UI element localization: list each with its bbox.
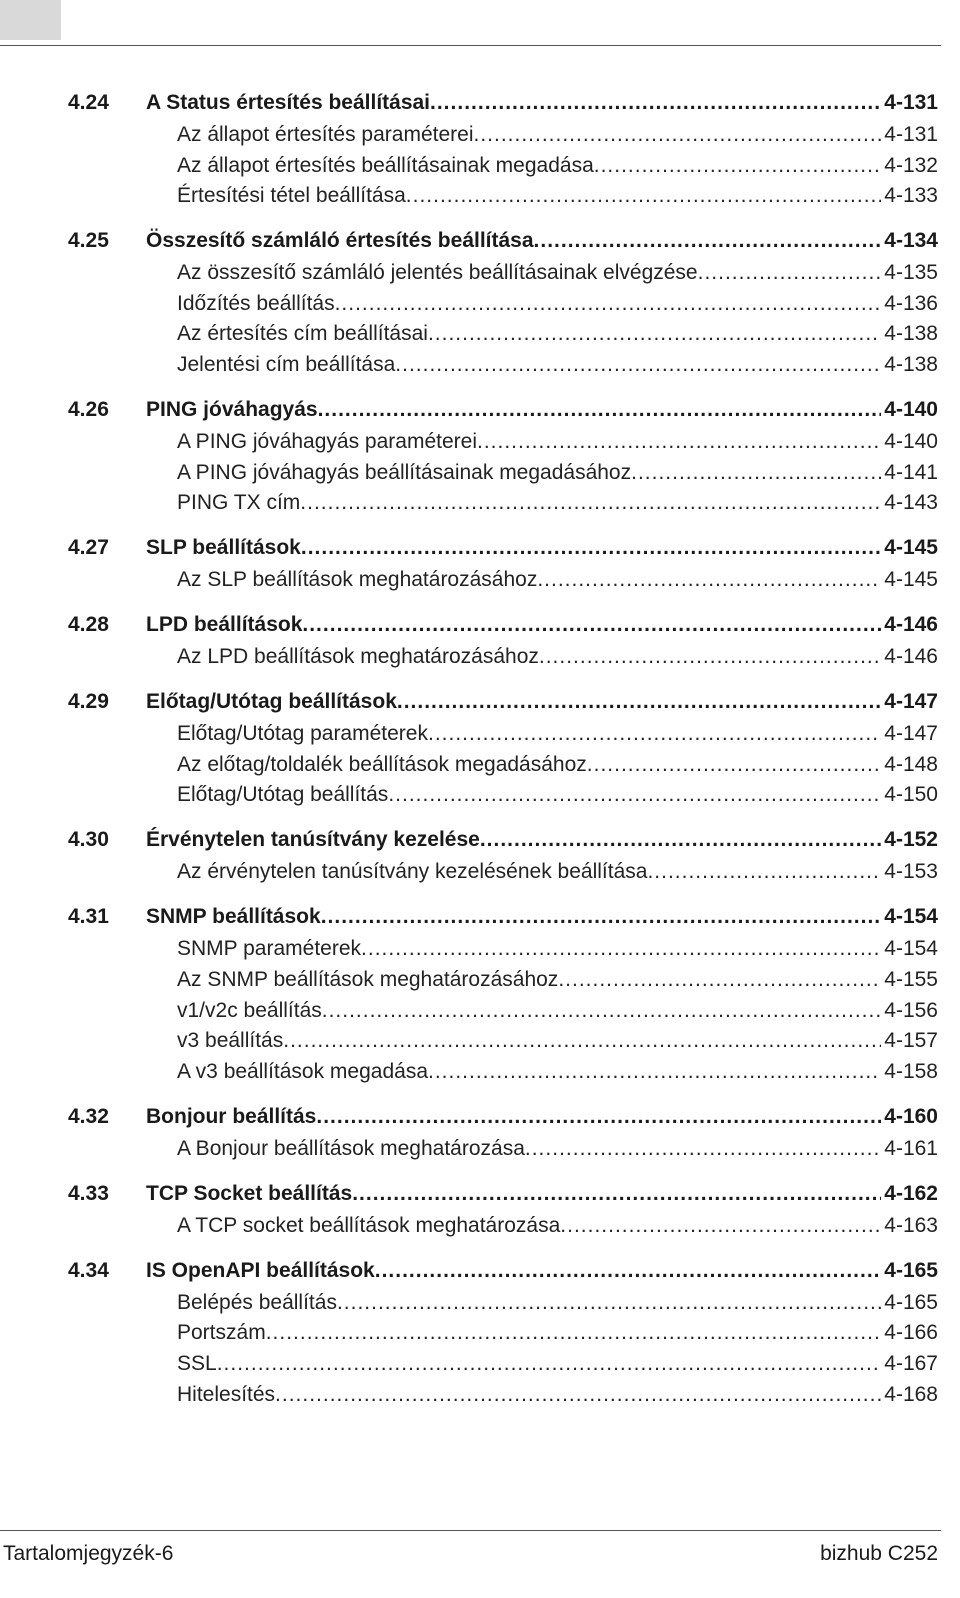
toc-entry-line [146, 1102, 938, 1132]
toc-page-number: 4-161 [884, 1136, 938, 1160]
toc-subsection-row[interactable] [0, 857, 960, 887]
toc-entry-title: Az előtag/toldalék beállítások megadásához [177, 752, 587, 776]
toc-subsection-row[interactable] [0, 1380, 960, 1410]
toc-entry-line [146, 610, 938, 640]
toc-dot-leader [560, 1211, 881, 1241]
toc-subsection-row[interactable] [0, 934, 960, 964]
toc-entry-title: A PING jóváhagyás paraméterei [177, 430, 477, 453]
toc-dot-leader [594, 151, 882, 181]
toc-entry-line [146, 902, 938, 932]
toc-entry-line [146, 88, 938, 118]
toc-entry-title: A Bonjour beállítások meghatározása [177, 1136, 525, 1160]
toc-dot-leader [375, 1256, 882, 1286]
toc-dot-leader [316, 1102, 881, 1132]
toc-page-number: 4-150 [884, 783, 938, 807]
toc-dot-leader [698, 258, 882, 288]
toc-entry-title: Portszám [177, 1321, 266, 1345]
toc-entry-line [177, 719, 938, 749]
toc-dot-leader [283, 1026, 881, 1056]
toc-section-row[interactable] [0, 1102, 960, 1132]
toc-subsection-row[interactable] [0, 996, 960, 1026]
toc-page-number: 4-146 [884, 613, 938, 637]
toc-page-number: 4-155 [884, 968, 938, 991]
toc-page-number: 4-147 [884, 722, 938, 746]
toc-entry-title: Az értesítés cím beállításai [177, 322, 428, 346]
toc-subsection-row[interactable] [0, 458, 960, 488]
toc-dot-leader [647, 857, 881, 887]
toc-subsection-row[interactable] [0, 1057, 960, 1087]
toc-page-number: 4-154 [884, 937, 938, 961]
toc-page-number: 4-145 [884, 568, 938, 592]
toc-dot-leader [352, 1179, 881, 1209]
toc-dot-leader [395, 350, 881, 380]
toc-entry-title: Az érvénytelen tanúsítvány kezelésének beállítása [177, 860, 648, 884]
toc-page-number: 4-145 [884, 536, 938, 560]
toc-page-number: 4-134 [884, 229, 938, 253]
toc-page-number: 4-138 [884, 353, 938, 376]
toc-entry-line [177, 934, 938, 964]
toc-dot-leader [480, 825, 881, 855]
toc-dot-leader [534, 226, 882, 256]
toc-subsection-row[interactable] [0, 1288, 960, 1318]
toc-entry-line [177, 427, 938, 457]
toc-subsection-row[interactable] [0, 120, 960, 150]
toc-entry-line [177, 1349, 938, 1379]
toc-subsection-row[interactable] [0, 642, 960, 672]
toc-page-number: 4-163 [884, 1213, 938, 1237]
toc-page-number: 4-140 [884, 430, 938, 453]
toc-dot-leader [397, 687, 881, 717]
toc-section-number: 4.32 [68, 1104, 109, 1128]
toc-dot-leader [301, 533, 881, 563]
toc-entry-title: Az összesítő számláló jelentés beállításainak elvégzése [177, 261, 698, 285]
toc-entry-title: PING TX cím [177, 491, 301, 515]
toc-entry-title: Előtag/Utótag paraméterek [177, 722, 428, 746]
toc-entry-title: IS OpenAPI beállítások [146, 1258, 375, 1282]
toc-page-number: 4-154 [884, 905, 938, 929]
toc-entry-title: v3 beállítás [177, 1029, 284, 1053]
toc-entry-title: SSL [177, 1352, 217, 1375]
toc-section-row[interactable] [0, 395, 960, 425]
toc-entry-title: SNMP paraméterek [177, 937, 362, 961]
toc-dot-leader [388, 780, 881, 810]
toc-section-number: 4.30 [68, 828, 109, 852]
toc-entry-title: A PING jóváhagyás beállításainak megadásához [177, 460, 632, 484]
toc-entry-line [177, 151, 938, 181]
toc-page-number: 4-146 [884, 645, 938, 669]
toc-dot-leader [318, 395, 882, 425]
toc-page-number: 4-167 [884, 1352, 938, 1375]
toc-section-number: 4.25 [68, 229, 109, 253]
footer-page-label: Tartalomjegyzék-6 [3, 1542, 174, 1565]
toc-dot-leader [537, 565, 881, 595]
toc-dot-leader [587, 750, 882, 780]
toc-subsection-row[interactable] [0, 750, 960, 780]
toc-section-row[interactable] [0, 610, 960, 640]
toc-subsection-row[interactable] [0, 780, 960, 810]
toc-entry-line [146, 395, 938, 425]
toc-section-number: 4.29 [68, 690, 109, 714]
toc-subsection-row[interactable] [0, 350, 960, 380]
toc-entry-title: Bonjour beállítás [146, 1104, 317, 1128]
toc-dot-leader [430, 88, 881, 118]
toc-page-number: 4-131 [884, 123, 938, 146]
toc-dot-leader [428, 319, 881, 349]
toc-entry-title: Az SLP beállítások meghatározásához [177, 568, 538, 592]
toc-subsection-row[interactable] [0, 719, 960, 749]
toc-entry-line [177, 565, 938, 595]
toc-subsection-row[interactable] [0, 181, 960, 211]
toc-entry-title: Előtag/Utótag beállítás [177, 783, 389, 807]
toc-entry-title: Az állapot értesítés beállításainak megadása [177, 153, 594, 177]
toc-dot-leader [335, 289, 882, 319]
toc-section-row[interactable] [0, 902, 960, 932]
toc-dot-leader [473, 120, 881, 150]
footer-divider [0, 1530, 941, 1531]
toc-entry-title: SNMP beállítások [146, 905, 321, 929]
toc-page-number: 4-158 [884, 1059, 938, 1083]
toc-subsection-row[interactable] [0, 258, 960, 288]
toc-entry-line [177, 181, 938, 211]
toc-entry-line [177, 488, 938, 518]
toc-subsection-row[interactable] [0, 289, 960, 319]
toc-page-number: 4-152 [884, 828, 938, 852]
toc-dot-leader [266, 1318, 882, 1348]
toc-entry-line [177, 1057, 938, 1087]
toc-dot-leader [631, 458, 881, 488]
toc-page-number: 4-157 [884, 1029, 938, 1053]
toc-entry-line [146, 533, 938, 563]
toc-entry-line [177, 750, 938, 780]
toc-entry-line [177, 642, 938, 672]
toc-entry-title: A TCP socket beállítások meghatározása [177, 1213, 561, 1237]
toc-dot-leader [275, 1380, 881, 1410]
header-tab-marker [0, 0, 61, 40]
toc-dot-leader [322, 996, 882, 1026]
toc-entry-line [146, 1256, 938, 1286]
toc-dot-leader [428, 1057, 881, 1087]
toc-subsection-row[interactable] [0, 319, 960, 349]
toc-entry-line [177, 996, 938, 1026]
toc-entry-title: Jelentési cím beállítása [177, 353, 396, 376]
header-divider [0, 45, 941, 46]
toc-subsection-row[interactable] [0, 1211, 960, 1241]
toc-entry-title: Az állapot értesítés paraméterei [177, 123, 474, 146]
toc-dot-leader [337, 1288, 881, 1318]
toc-entry-title: Belépés beállítás [177, 1290, 337, 1314]
toc-entry-line [146, 687, 938, 717]
toc-entry-title: Az SNMP beállítások meghatározásához [177, 968, 559, 991]
toc-entry-line [177, 120, 938, 150]
toc-entry-line [177, 1318, 938, 1348]
toc-dot-leader [300, 488, 881, 518]
toc-subsection-row[interactable] [0, 151, 960, 181]
toc-entry-line [177, 857, 938, 887]
toc-section-number: 4.27 [68, 536, 109, 560]
toc-entry-title: A v3 beállítások megadása [177, 1059, 428, 1083]
toc-page-number: 4-148 [884, 752, 938, 776]
toc-dot-leader [321, 902, 882, 932]
toc-section-number: 4.33 [68, 1181, 109, 1205]
toc-subsection-row[interactable] [0, 488, 960, 518]
footer-product-name: bizhub C252 [820, 1542, 938, 1565]
toc-section-number: 4.24 [68, 91, 109, 114]
toc-page-number: 4-135 [884, 261, 938, 285]
toc-entry-title: Hitelesítés [177, 1382, 276, 1406]
toc-entry-line [177, 458, 938, 488]
toc-subsection-row[interactable] [0, 565, 960, 595]
toc-page-number: 4-160 [884, 1104, 938, 1128]
toc-entry-line [177, 1134, 938, 1164]
toc-entry-line [177, 319, 938, 349]
toc-entry-line [177, 289, 938, 319]
toc-entry-title: TCP Socket beállítás [146, 1181, 353, 1205]
toc-page-number: 4-165 [884, 1290, 938, 1314]
toc-page-number: 4-140 [884, 398, 938, 421]
toc-page-number: 4-138 [884, 322, 938, 346]
toc-page-number: 4-133 [884, 184, 938, 208]
toc-section-number: 4.26 [68, 398, 109, 421]
toc-entry-title: Összesítő számláló értesítés beállítása [146, 229, 534, 253]
toc-subsection-row[interactable] [0, 1349, 960, 1379]
toc-dot-leader [539, 642, 881, 672]
toc-entry-line [146, 825, 938, 855]
toc-page-number: 4-141 [884, 460, 938, 484]
toc-entry-line [177, 1026, 938, 1056]
toc-section-row[interactable] [0, 1256, 960, 1286]
toc-entry-title: Időzítés beállítás [177, 291, 335, 315]
toc-entry-line [177, 780, 938, 810]
toc-entry-title: v1/v2c beállítás [177, 998, 322, 1022]
toc-section-row[interactable] [0, 687, 960, 717]
toc-entry-title: Érvénytelen tanúsítvány kezelése [146, 828, 480, 852]
toc-dot-leader [406, 181, 881, 211]
toc-dot-leader [477, 427, 881, 457]
toc-entry-title: LPD beállítások [146, 613, 303, 637]
toc-section-row[interactable] [0, 825, 960, 855]
toc-dot-leader [525, 1134, 881, 1164]
toc-section-row[interactable] [0, 1179, 960, 1209]
toc-entry-line [177, 1288, 938, 1318]
toc-entry-line [146, 226, 938, 256]
toc-entry-line [177, 1380, 938, 1410]
toc-subsection-row[interactable] [0, 1026, 960, 1056]
toc-section-number: 4.31 [68, 905, 109, 929]
toc-entry-title: PING jóváhagyás [146, 398, 318, 421]
toc-subsection-row[interactable] [0, 1318, 960, 1348]
toc-subsection-row[interactable] [0, 427, 960, 457]
toc-page-number: 4-166 [884, 1321, 938, 1345]
toc-entry-line [146, 1179, 938, 1209]
toc-section-row[interactable] [0, 533, 960, 563]
toc-section-number: 4.28 [68, 613, 109, 637]
toc-entry-title: SLP beállítások [146, 536, 301, 560]
toc-section-row[interactable] [0, 88, 960, 118]
toc-dot-leader [361, 934, 881, 964]
toc-section-row[interactable] [0, 226, 960, 256]
toc-entry-line [177, 350, 938, 380]
toc-dot-leader [217, 1349, 882, 1379]
toc-entry-title: Értesítési tétel beállítása [177, 184, 406, 208]
toc-entry-line [177, 965, 938, 995]
toc-dot-leader [558, 965, 881, 995]
toc-page-number: 4-165 [884, 1258, 938, 1282]
toc-page-number: 4-156 [884, 998, 938, 1022]
toc-page-number: 4-143 [884, 491, 938, 515]
toc-page-number: 4-168 [884, 1382, 938, 1406]
toc-page-number: 4-147 [884, 690, 938, 714]
toc-page-number: 4-153 [884, 860, 938, 884]
toc-entry-title: Előtag/Utótag beállítások [146, 690, 397, 714]
toc-entry-title: Az LPD beállítások meghatározásához [177, 645, 539, 669]
toc-subsection-row[interactable] [0, 1134, 960, 1164]
toc-page-number: 4-132 [884, 153, 938, 177]
toc-entry-line [177, 1211, 938, 1241]
toc-page-number: 4-136 [884, 291, 938, 315]
toc-dot-leader [428, 719, 881, 749]
toc-subsection-row[interactable] [0, 965, 960, 995]
toc-entry-title: A Status értesítés beállításai [146, 91, 431, 114]
toc-section-number: 4.34 [68, 1258, 109, 1282]
toc-entry-line [177, 258, 938, 288]
toc-dot-leader [302, 610, 881, 640]
toc-page-number: 4-131 [884, 91, 938, 114]
toc-page-number: 4-162 [884, 1181, 938, 1205]
